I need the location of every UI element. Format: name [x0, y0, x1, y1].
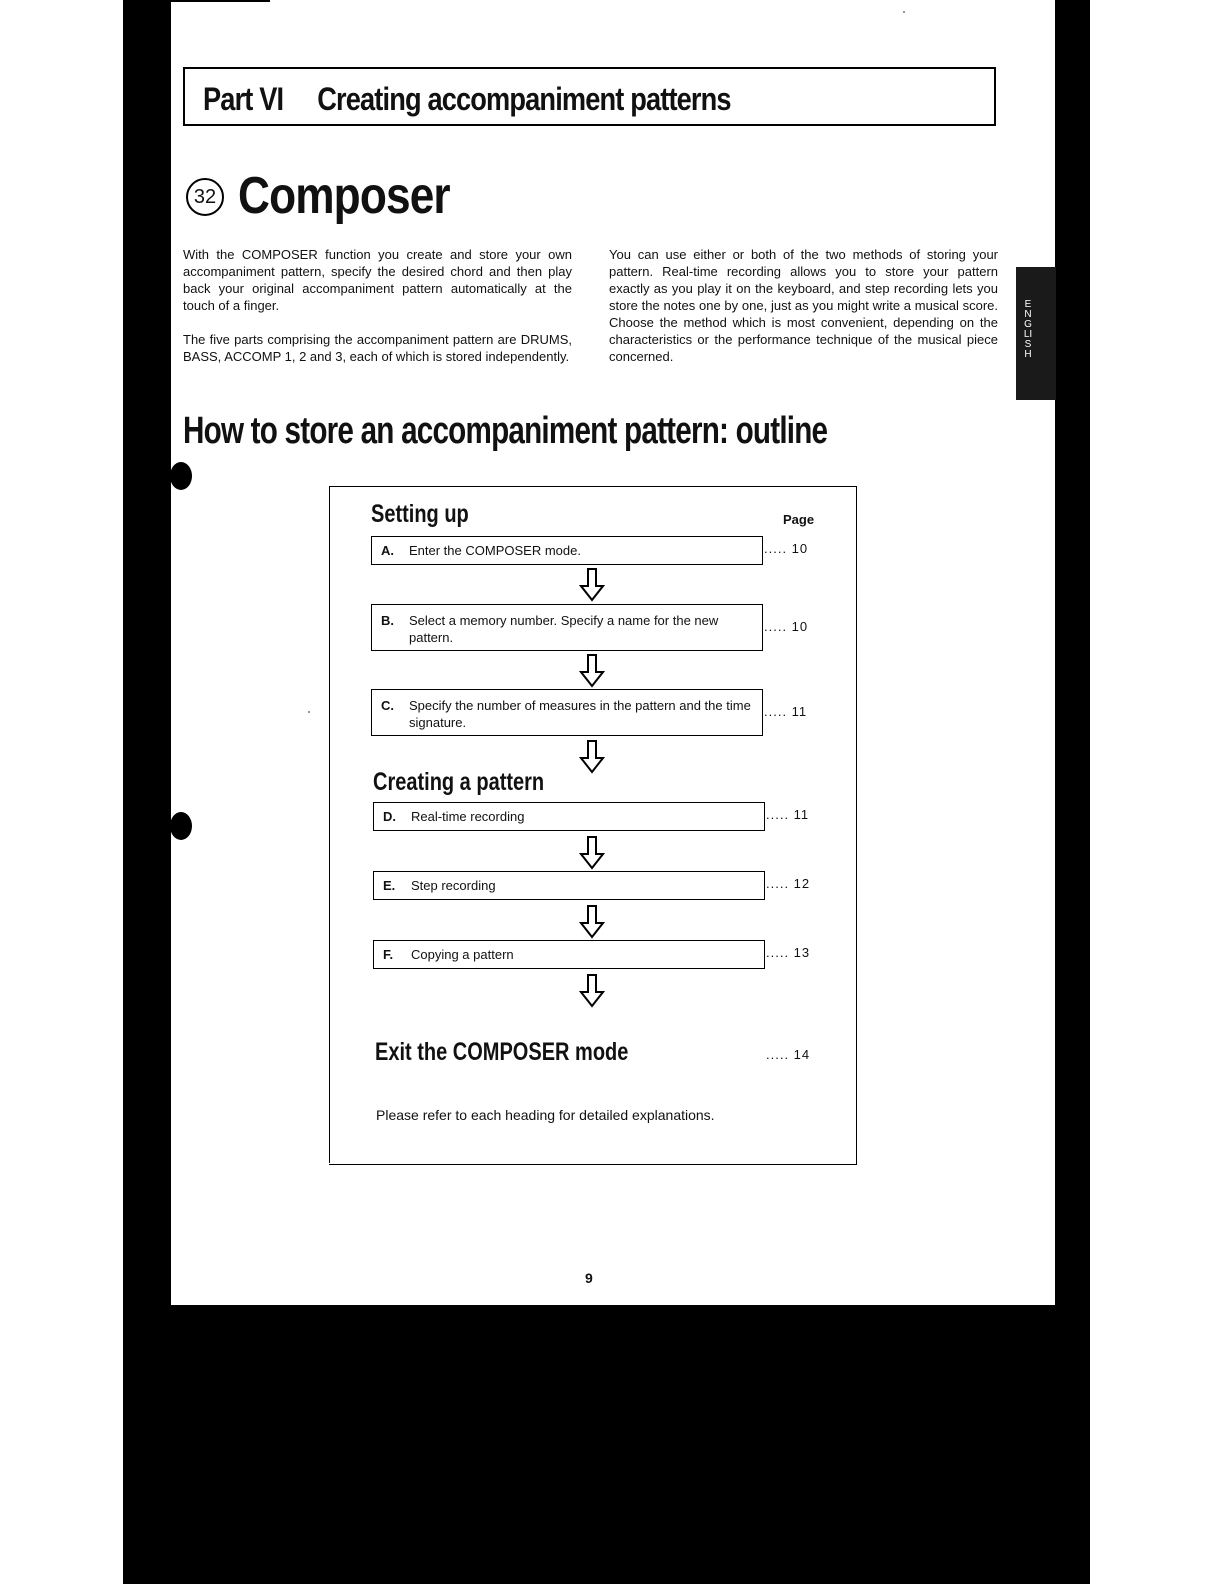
- step-page-ref: ..... 11: [764, 704, 808, 719]
- step-a: [371, 536, 763, 565]
- intro-paragraph-2: The five parts comprising the accompaniment pattern are DRUMS, BASS, ACCOMP 1, 2 and 3, each of which is stored independently.: [183, 332, 572, 364]
- step-b: [371, 604, 763, 651]
- margin-bullet: [170, 462, 192, 490]
- step-letter: B.: [381, 613, 394, 628]
- step-letter: D.: [383, 809, 396, 824]
- down-arrow-icon: [579, 654, 605, 688]
- down-arrow-icon: [579, 974, 605, 1008]
- outline-frame-left: [329, 486, 330, 1163]
- part-header-box: [183, 67, 996, 126]
- margin-bullet: [170, 812, 192, 840]
- exit-section-title: Exit the COMPOSER mode: [375, 1038, 629, 1066]
- page-number: 9: [585, 1270, 593, 1286]
- exit-page-ref: ..... 14: [766, 1047, 811, 1062]
- step-page-ref: ..... 10: [764, 619, 809, 634]
- down-arrow-icon: [579, 568, 605, 602]
- step-text: Specify the number of measures in the pattern and the time signature.: [409, 698, 751, 730]
- scan-border-bottom: [123, 1305, 1090, 1584]
- language-tab-label: ENGLISH: [1023, 299, 1033, 360]
- speck: [308, 711, 310, 713]
- step-letter: C.: [381, 698, 394, 713]
- step-text: Real-time recording: [411, 809, 525, 824]
- step-c: [371, 689, 763, 736]
- top-edge-strip: [170, 0, 270, 2]
- speck: [903, 11, 905, 13]
- step-f: [373, 940, 765, 969]
- step-page-ref: ..... 12: [766, 876, 811, 891]
- step-text: Select a memory number. Specify a name for the new pattern.: [409, 613, 719, 645]
- step-letter: A.: [381, 543, 394, 558]
- step-page-ref: ..... 13: [766, 945, 811, 960]
- step-text: Step recording: [411, 878, 496, 893]
- page-column-label: Page: [783, 512, 815, 527]
- setup-section-title: Setting up: [371, 500, 469, 528]
- down-arrow-icon: [579, 905, 605, 939]
- outline-heading: How to store an accompaniment pattern: outline: [183, 410, 828, 452]
- down-arrow-icon: [579, 836, 605, 870]
- step-letter: E.: [383, 878, 396, 893]
- step-d: [373, 802, 765, 831]
- intro-paragraph-1: With the COMPOSER function you create and store your own accompaniment pattern, specify the desired chord and then play back your original accompaniment pattern automatically at the touch of a finger.: [183, 247, 572, 313]
- chapter-number: 32: [186, 178, 224, 216]
- step-text: Enter the COMPOSER mode.: [409, 543, 581, 558]
- step-page-ref: ..... 11: [766, 807, 810, 822]
- down-arrow-icon: [579, 740, 605, 774]
- part-title: Creating accompaniment patterns: [317, 81, 731, 117]
- create-section-title: Creating a pattern: [373, 768, 545, 796]
- step-text: Copying a pattern: [411, 947, 514, 962]
- part-header-title: [203, 81, 731, 118]
- step-letter: F.: [383, 947, 394, 962]
- outline-note: Please refer to each heading for detailed explanations.: [376, 1107, 715, 1123]
- step-e: [373, 871, 765, 900]
- step-page-ref: ..... 10: [764, 541, 809, 556]
- intro-paragraph-3: You can use either or both of the two methods of storing your pattern. Real-time recording allows you to store your pattern exactly as you play it on the keyboard, and step recording lets you store the notes one by one, just as you might write a musical score. Choose the method which is most convenient, depending on the characteristics or the performance technique of the musical piece concerned.: [609, 247, 998, 364]
- part-label: Part VI: [203, 81, 284, 117]
- chapter-title: Composer: [238, 167, 450, 225]
